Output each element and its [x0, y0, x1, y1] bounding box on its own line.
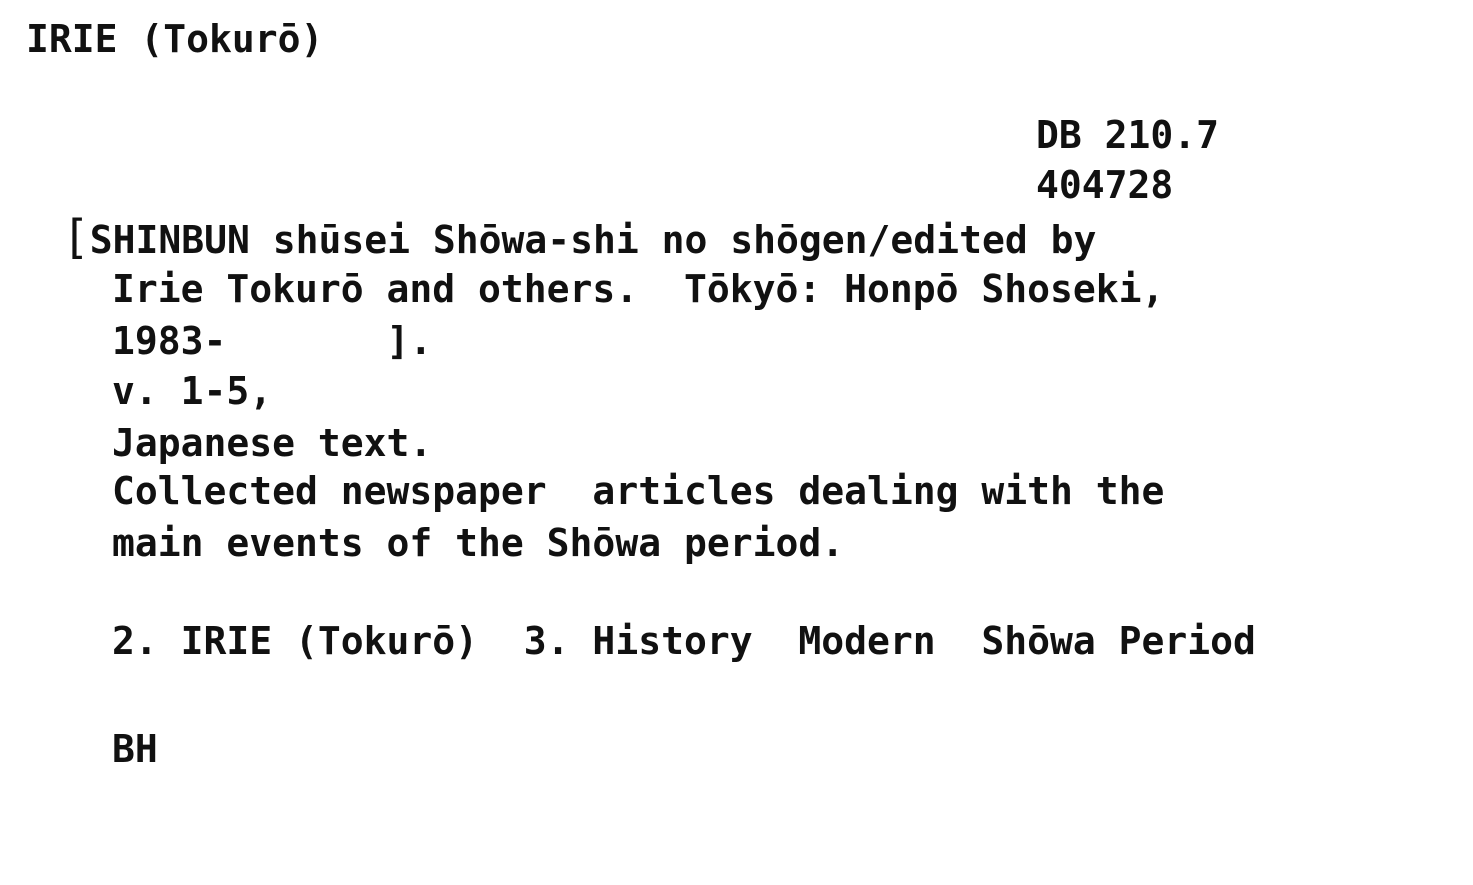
title-entry: [62, 212, 1096, 265]
title-line: SHINBUN shūsei Shōwa-shi no shōgen/edited by: [89, 218, 1097, 262]
main-heading: IRIE (Tokurō): [26, 17, 324, 61]
summary-note-line-2: main events of the Shōwa period.: [112, 521, 845, 565]
open-bracket: [: [62, 210, 90, 264]
cataloger-initials: BH: [112, 727, 158, 771]
subject-tracings: 2. IRIE (Tokurō) 3. History Modern Shōwa Period: [112, 619, 1256, 663]
call-number: DB 210.7: [1036, 113, 1220, 157]
accession-number: 404728: [1036, 163, 1174, 207]
language-note: Japanese text.: [112, 421, 433, 465]
summary-note-line-1: Collected newspaper articles dealing with the: [112, 469, 1165, 513]
imprint-line: Irie Tokurō and others. Tōkyō: Honpō Shoseki,: [112, 267, 1165, 311]
physical-description: v. 1-5,: [112, 369, 273, 413]
date-line: 1983- ].: [112, 319, 433, 363]
